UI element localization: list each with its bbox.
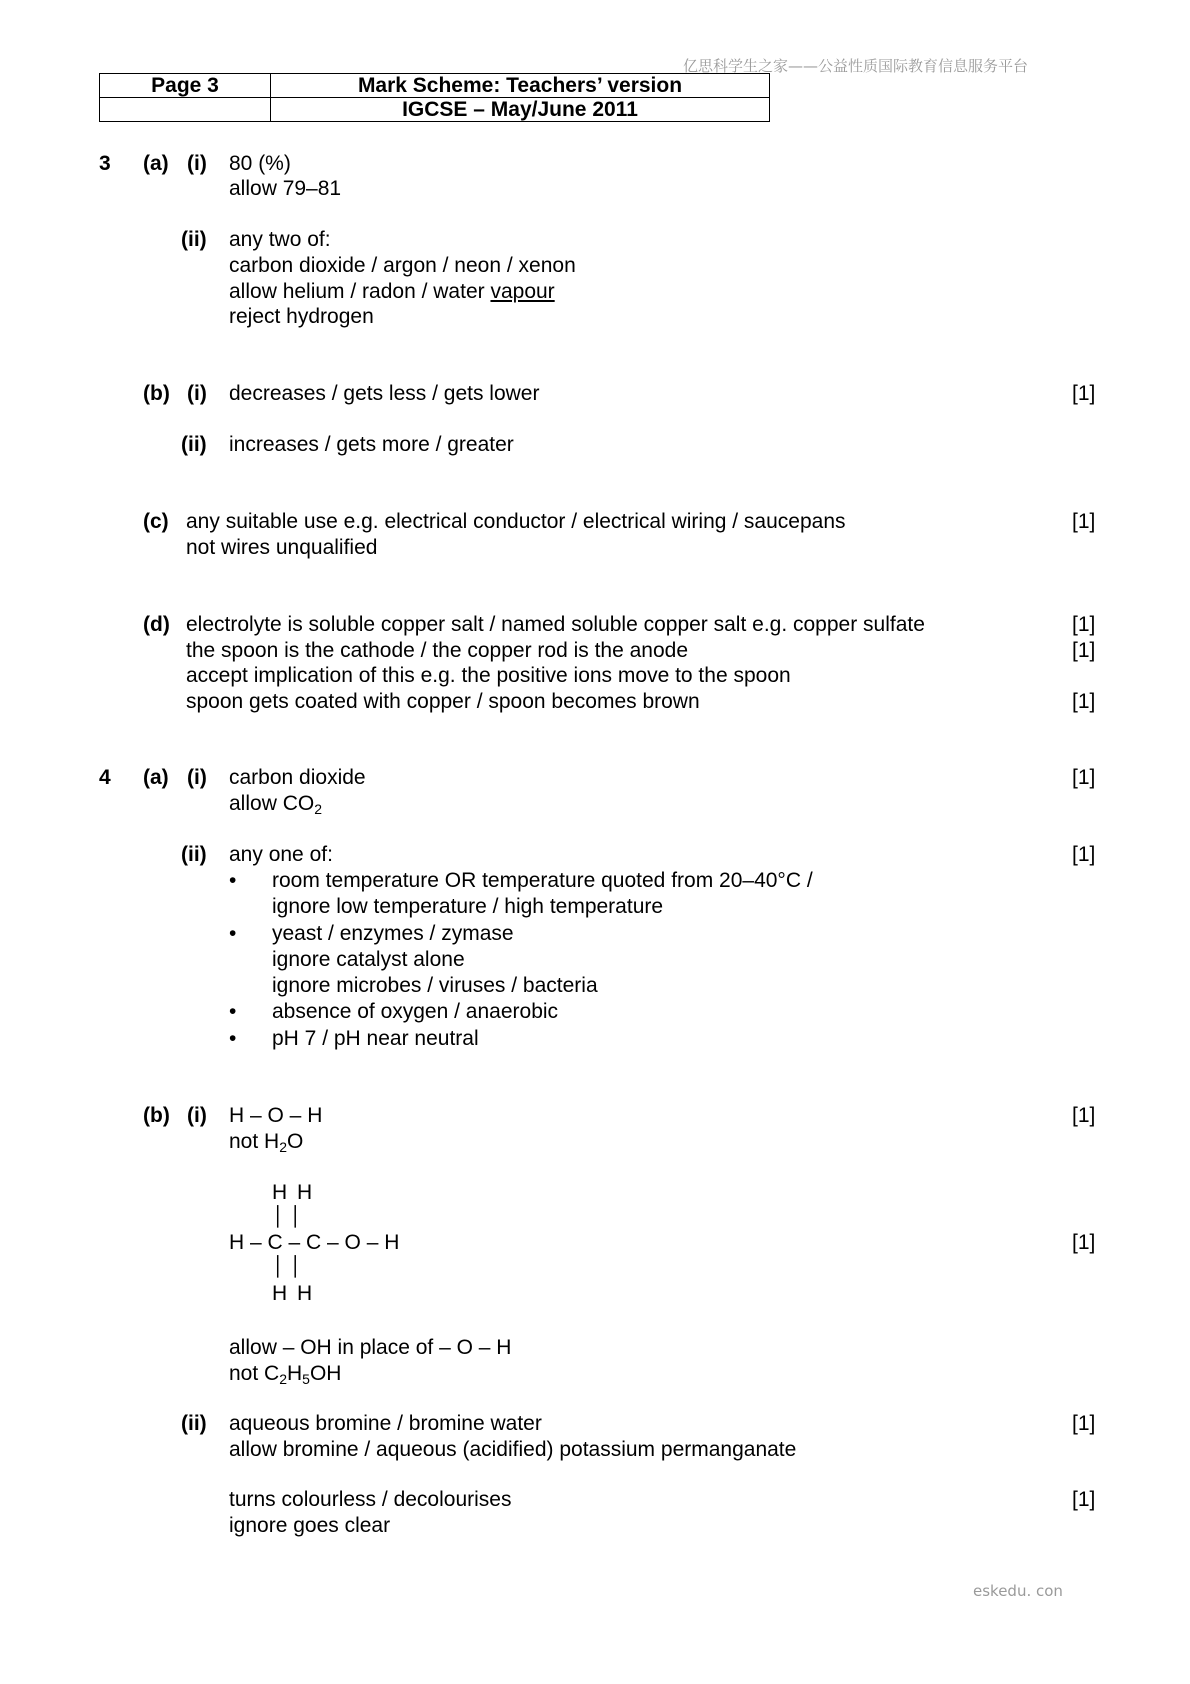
document-title: Mark Scheme: Teachers’ version — [271, 74, 770, 98]
q4-a-ii-label: (ii) — [181, 843, 207, 866]
q3-a-ii-intro: any two of: — [229, 228, 331, 251]
mark: [1] — [1072, 613, 1096, 636]
q3-d-label: (d) — [143, 613, 170, 636]
q3-b-ii-label: (ii) — [181, 433, 207, 456]
q4-b-i-not: not $C_2H_5OH$ — [229, 1362, 342, 1387]
q4-a-ii-bullet-2: yeast / enzymes / zymase — [272, 922, 514, 945]
bullet-icon: • — [229, 869, 237, 892]
q3-b-label: (b) — [143, 382, 170, 405]
q4-b-ii-result: turns colourless / decolourises — [229, 1488, 512, 1511]
q3-c-answer: any suitable use e.g. electrical conductor / electrical wiring / saucepans — [186, 510, 846, 533]
q3-b-ii-answer: increases / gets more / greater — [229, 433, 514, 456]
exam-session: IGCSE – May/June 2011 — [271, 98, 770, 122]
q3-d-answer-1: electrolyte is soluble copper salt / named soluble copper salt e.g. copper sulfate — [186, 613, 925, 636]
q4-b-label: (b) — [143, 1104, 170, 1127]
q4-a-ii-bullet-4: pH 7 / pH near neutral — [272, 1027, 479, 1050]
q3-a-ii-label: (ii) — [181, 228, 207, 251]
q4-a-i-allow: allow $CO_2$ — [229, 792, 322, 817]
mark: [1] — [1072, 1104, 1096, 1127]
q3-a-label: (a) — [143, 152, 169, 175]
q3-a-ii-reject: reject hydrogen — [229, 305, 374, 328]
q4-b-i-water-not: not $H_2O$ — [229, 1130, 304, 1155]
mark: [1] — [1072, 690, 1096, 713]
q4-a-ii-bullet-2-ignore-2: ignore microbes / viruses / bacteria — [272, 974, 598, 997]
structure-top-hydrogens: H H — [272, 1181, 313, 1204]
mark: [1] — [1072, 766, 1096, 789]
q3-a-ii-allow: allow helium / radon / water vapour — [229, 280, 555, 303]
q4-b-i-label: (i) — [187, 1104, 207, 1127]
q4-a-label: (a) — [143, 766, 169, 789]
mark: [1] — [1072, 1488, 1096, 1511]
structure-main-chain: H – C – C – O – H — [229, 1231, 400, 1254]
mark: [1] — [1072, 1412, 1096, 1435]
header-table — [99, 73, 770, 122]
q4-a-i-answer: carbon dioxide — [229, 766, 366, 789]
q4-a-i-label: (i) — [187, 766, 207, 789]
q3-a-ii-gases: carbon dioxide / argon / neon / xenon — [229, 254, 576, 277]
q4-b-ii-label: (ii) — [181, 1412, 207, 1435]
q4-a-ii-bullet-1: room temperature OR temperature quoted from 20–40°C / — [272, 869, 813, 892]
mark: [1] — [1072, 510, 1096, 533]
question-number-3: 3 — [99, 152, 111, 175]
mark: [1] — [1072, 639, 1096, 662]
structure-top-bonds: │ │ — [272, 1206, 301, 1228]
bullet-icon: • — [229, 1027, 237, 1050]
bullet-icon: • — [229, 922, 237, 945]
watermark-top: 亿思科学生之家——公益性质国际教育信息服务平台 — [683, 57, 1029, 75]
page-number: Page 3 — [100, 74, 271, 98]
q4-a-ii-intro: any one of: — [229, 843, 333, 866]
structure-bottom-hydrogens: H H — [272, 1282, 313, 1305]
watermark-bottom: eskedu. con — [973, 1582, 1063, 1600]
q4-a-ii-bullet-3: absence of oxygen / anaerobic — [272, 1000, 559, 1023]
q4-a-ii-bullet-2-ignore-1: ignore catalyst alone — [272, 948, 465, 971]
q3-a-i-allow: allow 79–81 — [229, 177, 342, 200]
q4-b-i-allow: allow – OH in place of – O – H — [229, 1336, 512, 1359]
q4-b-ii-reagent: aqueous bromine / bromine water — [229, 1412, 542, 1435]
q4-b-ii-allow: allow bromine / aqueous (acidified) potassium permanganate — [229, 1438, 797, 1461]
q3-d-answer-2: the spoon is the cathode / the copper rod is the anode — [186, 639, 689, 662]
q3-d-accept: accept implication of this e.g. the positive ions move to the spoon — [186, 664, 791, 687]
q3-c-label: (c) — [143, 510, 169, 533]
bullet-icon: • — [229, 1000, 237, 1023]
structure-bottom-bonds: │ │ — [272, 1256, 301, 1278]
q3-b-i-label: (i) — [187, 382, 207, 405]
mark: [1] — [1072, 843, 1096, 866]
mark: [1] — [1072, 382, 1096, 405]
q4-b-ii-ignore: ignore goes clear — [229, 1514, 391, 1537]
q3-a-i-label: (i) — [187, 152, 207, 175]
q3-d-answer-3: spoon gets coated with copper / spoon becomes brown — [186, 690, 700, 713]
q3-b-i-answer: decreases / gets less / gets lower — [229, 382, 540, 405]
q3-a-i-answer: 80 (%) — [229, 152, 291, 175]
q3-c-note: not wires unqualified — [186, 536, 378, 559]
question-number-4: 4 — [99, 766, 111, 789]
q4-b-i-water-formula: H – O – H — [229, 1104, 323, 1127]
mark: [1] — [1072, 1231, 1096, 1254]
q4-a-ii-bullet-1-ignore: ignore low temperature / high temperature — [272, 895, 664, 918]
